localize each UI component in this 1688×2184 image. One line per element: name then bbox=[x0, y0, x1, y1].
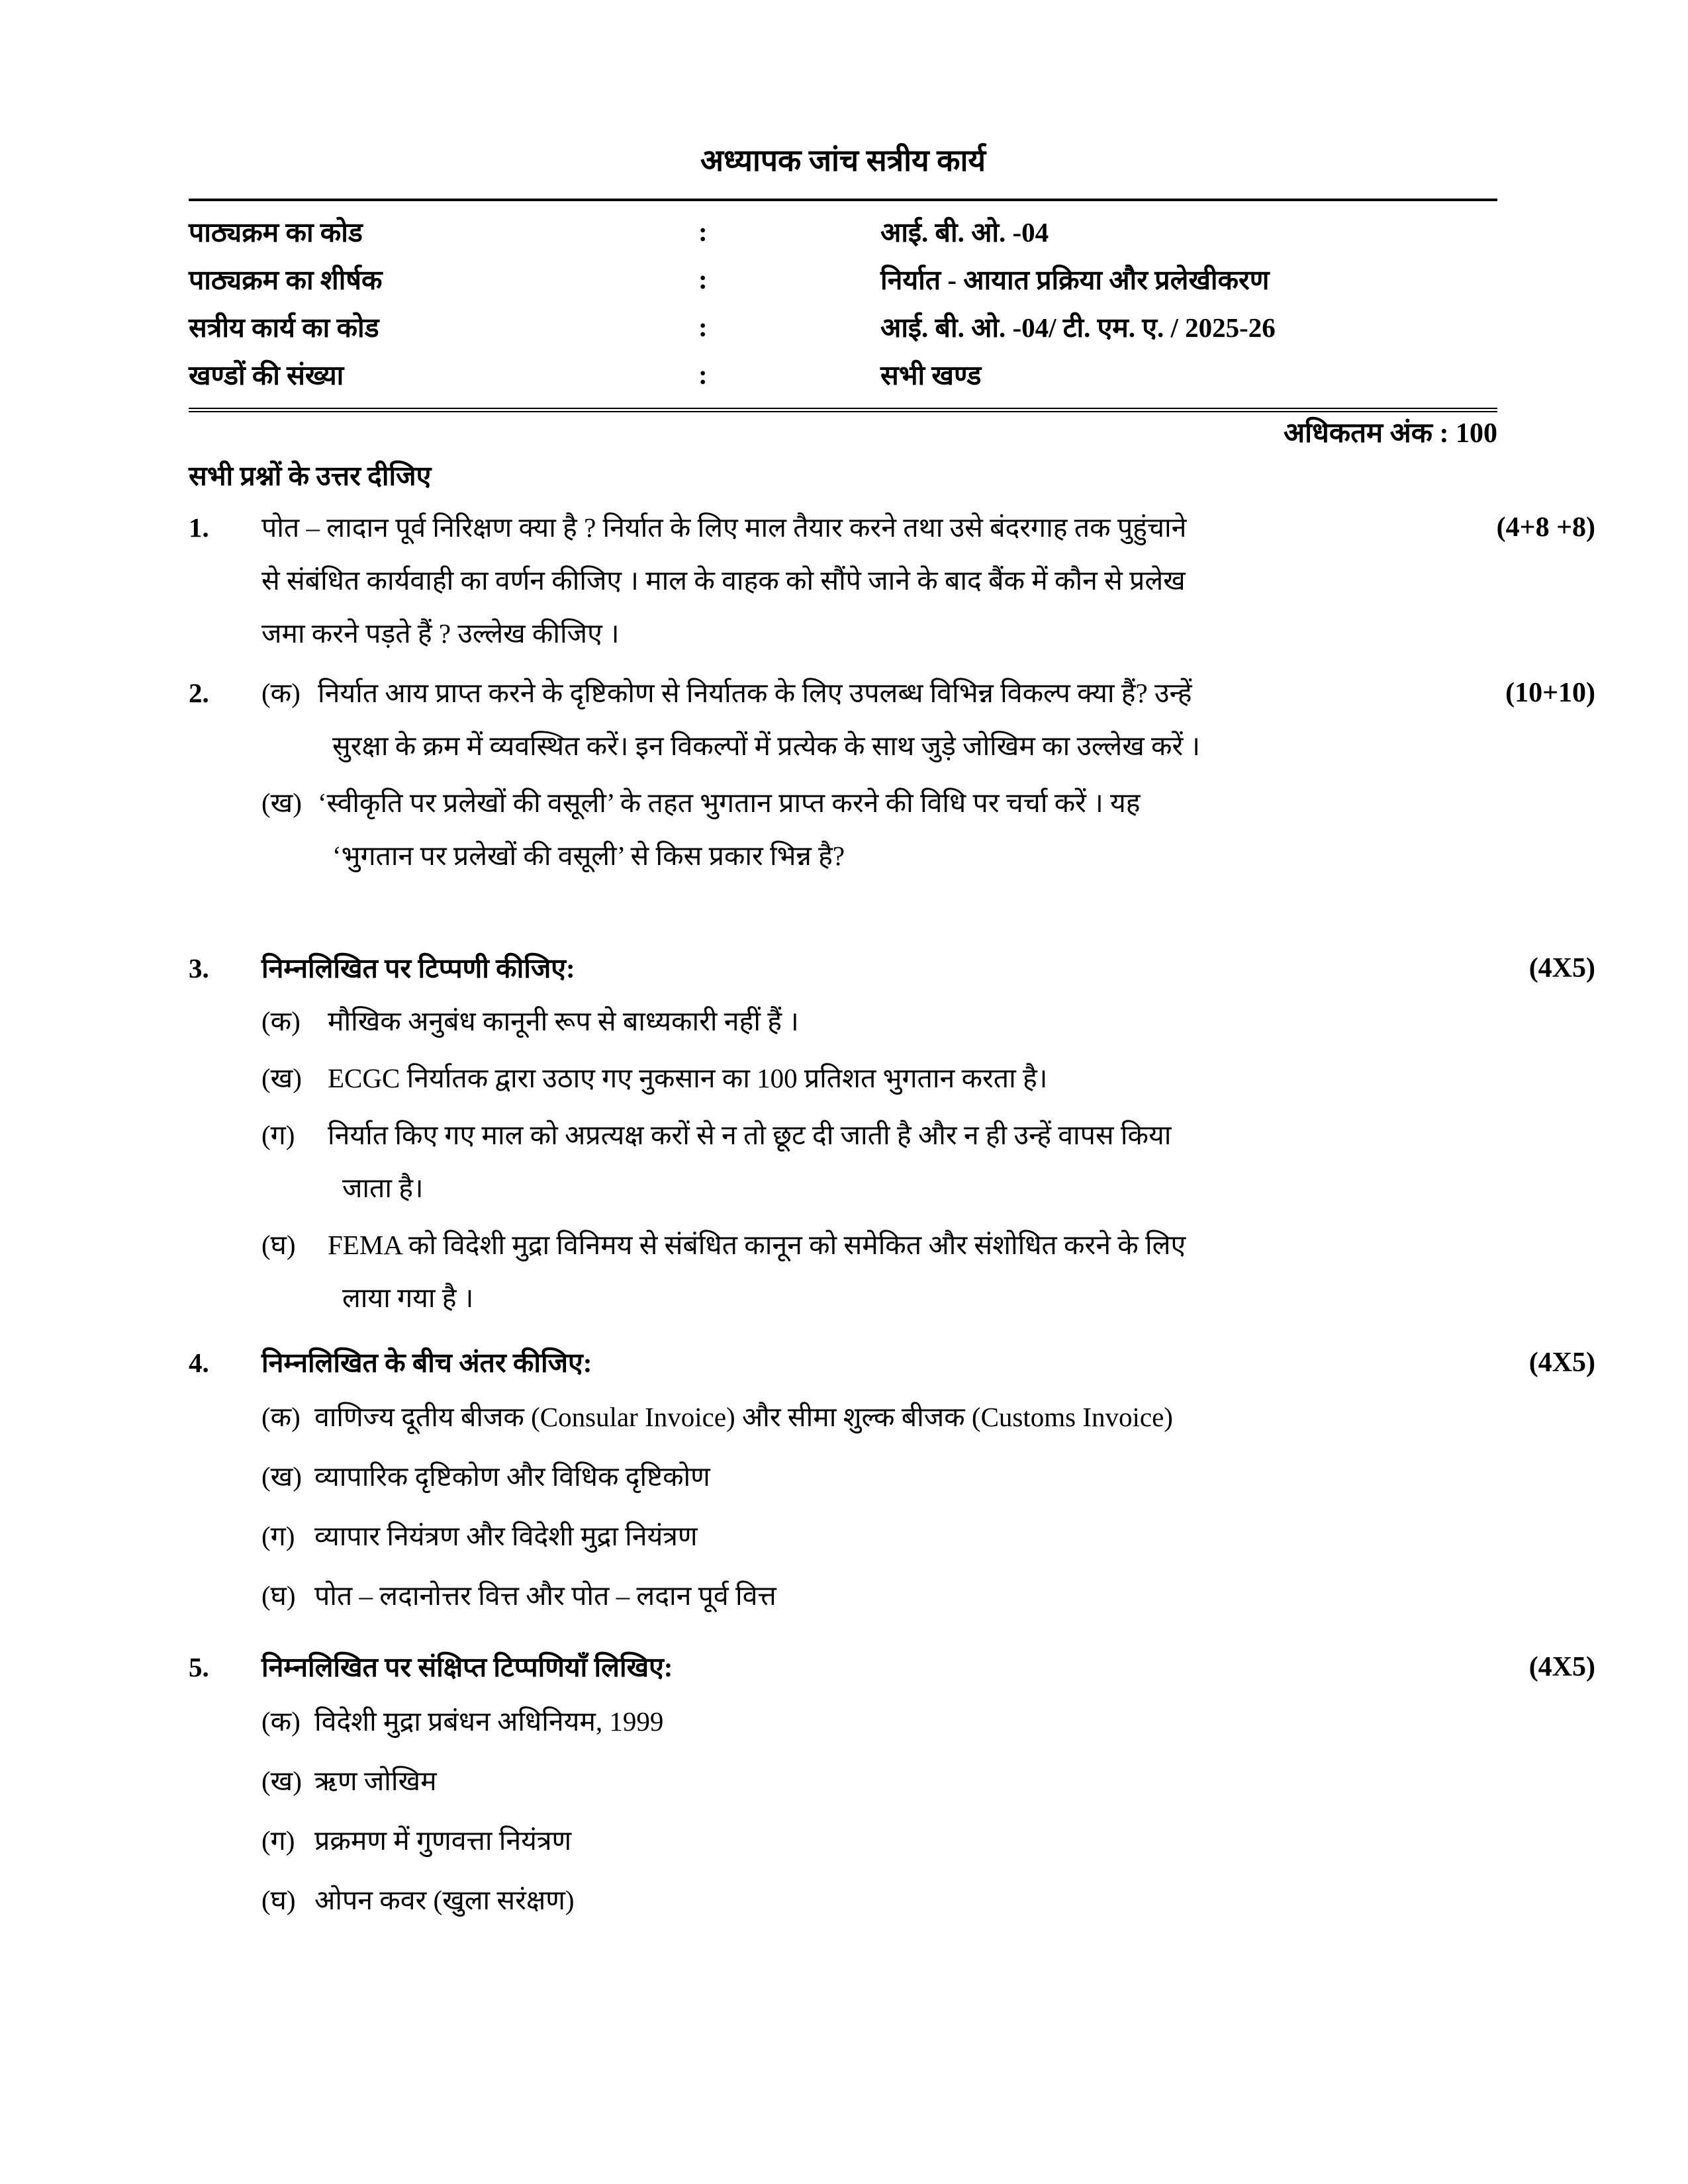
info-value: आई. बी. ओ. -04/ टी. एम. ए. / 2025-26 bbox=[880, 312, 1276, 343]
info-label: सत्रीय कार्य का कोड bbox=[189, 312, 379, 343]
item-label: (ख) bbox=[261, 1461, 302, 1492]
question-line: व्यापारिक दृष्टिकोण और विधिक दृष्टिकोण bbox=[314, 1461, 710, 1492]
item-lines bbox=[328, 1052, 1430, 1105]
item-lines bbox=[318, 776, 1430, 882]
info-row-course-title bbox=[189, 255, 1497, 303]
question-line: ‘भुगतान पर प्रलेखों की वसूली’ से किस प्रकार भिन्न है? bbox=[332, 841, 845, 871]
question-number: 5. bbox=[189, 1652, 209, 1682]
question-body bbox=[261, 666, 1430, 882]
question-body bbox=[261, 1336, 1430, 1623]
info-value: निर्यात - आयात प्रक्रिया और प्रलेखीकरण bbox=[880, 265, 1270, 295]
info-value: आई. बी. ओ. -04 bbox=[880, 217, 1049, 248]
info-colon: : bbox=[698, 359, 708, 390]
sub-question-a bbox=[261, 1694, 1430, 1749]
question-line: मौखिक अनुबंध कानूनी रूप से बाध्यकारी नहीं हैं । bbox=[328, 1006, 799, 1036]
info-row-assignment-code bbox=[189, 303, 1497, 351]
question-number: 3. bbox=[189, 953, 209, 983]
sub-question-b bbox=[261, 1753, 1430, 1809]
item-label: (घ) bbox=[261, 1230, 296, 1260]
question-line: पोत – लदानोत्तर वित्त और पोत – लदान पूर्व वित्त bbox=[314, 1580, 776, 1611]
item-lines bbox=[328, 995, 1430, 1048]
item-lines bbox=[314, 1694, 1430, 1749]
sub-question-b bbox=[261, 776, 1430, 882]
item-lines bbox=[314, 1753, 1430, 1809]
sub-question-c bbox=[261, 1813, 1430, 1868]
question-line: ECGC निर्यातक द्वारा उठाए गए नुकसान का 100 प्रतिशत भुगतान करता है। bbox=[328, 1063, 1048, 1093]
sub-question-c bbox=[261, 1109, 1430, 1214]
question-body bbox=[261, 942, 1430, 1324]
info-label: पाठ्यक्रम का शीर्षक bbox=[189, 265, 383, 295]
item-lines bbox=[314, 1872, 1430, 1928]
question-line: ऋण जोखिम bbox=[314, 1766, 437, 1796]
sub-question-a bbox=[261, 995, 1430, 1048]
question-marks: (4X5) bbox=[1528, 1347, 1595, 1378]
item-label: (क) bbox=[261, 678, 301, 708]
item-lines bbox=[328, 1218, 1430, 1324]
question-line: ओपन कवर (खुला सरंक्षण) bbox=[314, 1885, 575, 1915]
question-5 bbox=[189, 1641, 1595, 1928]
item-lines bbox=[314, 1813, 1430, 1868]
sub-question-a bbox=[261, 1389, 1430, 1445]
question-1 bbox=[189, 501, 1595, 660]
question-marks: (4X5) bbox=[1528, 1652, 1595, 1682]
question-heading: निम्नलिखित पर संक्षिप्त टिप्पणियाँ लिखिए: bbox=[261, 1652, 673, 1682]
item-label: (क) bbox=[261, 1706, 301, 1737]
question-line: ‘स्वीकृति पर प्रलेखों की वसूली’ के तहत भुगतान प्राप्त करने की विधि पर चर्चा करें । यह bbox=[318, 788, 1141, 818]
question-line: निर्यात आय प्राप्त करने के दृष्टिकोण से निर्यातक के लिए उपलब्ध विभिन्न विकल्प क्या हैं? उन्हें bbox=[318, 678, 1192, 708]
info-label: पाठ्यक्रम का कोड bbox=[189, 217, 363, 248]
info-colon: : bbox=[698, 312, 708, 342]
question-number: 2. bbox=[189, 678, 209, 708]
question-number: 4. bbox=[189, 1347, 209, 1378]
question-2 bbox=[189, 666, 1595, 882]
question-line: से संबंधित कार्यवाही का वर्णन कीजिए । माल के वाहक को सौंपे जाने के बाद बैंक में कौन से प्रलेख bbox=[261, 565, 1186, 596]
item-label: (ख) bbox=[261, 788, 302, 818]
item-label: (घ) bbox=[261, 1580, 296, 1611]
item-label: (ग) bbox=[261, 1120, 295, 1150]
sub-question-b bbox=[261, 1449, 1430, 1504]
question-line: जमा करने पड़ते हैं ? उल्लेख कीजिए । bbox=[261, 618, 620, 649]
question-number: 1. bbox=[189, 512, 209, 543]
info-row-blocks-count bbox=[189, 351, 1497, 398]
info-row-course-code bbox=[189, 208, 1497, 255]
question-body bbox=[261, 1641, 1430, 1928]
item-label: (ख) bbox=[261, 1063, 302, 1093]
sub-question-d bbox=[261, 1218, 1430, 1324]
max-marks: अधिकतम अंक : 100 bbox=[1284, 418, 1497, 449]
item-lines bbox=[314, 1508, 1430, 1564]
item-label: (क) bbox=[261, 1006, 301, 1036]
question-4 bbox=[189, 1336, 1595, 1623]
question-line: विदेशी मुद्रा प्रबंधन अधिनियम, 1999 bbox=[314, 1706, 664, 1737]
info-colon: : bbox=[698, 264, 708, 295]
item-lines bbox=[314, 1389, 1430, 1445]
question-line: पोत – लादान पूर्व निरिक्षण क्या है ? निर्यात के लिए माल तैयार करने तथा उसे बंदरगाह तक पुहुंचाने bbox=[261, 512, 1187, 543]
question-marks: (10+10) bbox=[1505, 678, 1595, 708]
sub-question-d bbox=[261, 1872, 1430, 1928]
item-label: (ग) bbox=[261, 1521, 295, 1551]
question-line: जाता है। bbox=[342, 1173, 424, 1203]
item-label: (घ) bbox=[261, 1885, 296, 1915]
instruction: सभी प्रश्नों के उत्तर दीजिए bbox=[189, 461, 432, 491]
question-heading: निम्नलिखित के बीच अंतर कीजिए: bbox=[261, 1347, 592, 1378]
item-lines bbox=[314, 1449, 1430, 1504]
page-title: अध्यापक जांच सत्रीय कार्य bbox=[700, 144, 986, 177]
question-line: लाया गया है । bbox=[342, 1283, 474, 1313]
question-line: प्रक्रमण में गुणवत्ता नियंत्रण bbox=[314, 1825, 572, 1856]
item-lines bbox=[328, 1109, 1430, 1214]
info-value: सभी खण्ड bbox=[880, 360, 982, 390]
sub-question-d bbox=[261, 1568, 1430, 1623]
question-line: FEMA को विदेशी मुद्रा विनिमय से संबंधित कानून को समेकित और संशोधित करने के लिए bbox=[328, 1230, 1186, 1260]
item-label: (ख) bbox=[261, 1766, 302, 1796]
question-line: व्यापार नियंत्रण और विदेशी मुद्रा नियंत्रण bbox=[314, 1521, 698, 1551]
item-lines bbox=[318, 666, 1430, 772]
sub-question-a bbox=[261, 666, 1430, 772]
item-label: (क) bbox=[261, 1402, 301, 1432]
info-label: खण्डों की संख्या bbox=[189, 360, 344, 390]
question-marks: (4X5) bbox=[1528, 953, 1595, 983]
question-line: सुरक्षा के क्रम में व्यवस्थित करें। इन विकल्पों में प्रत्येक के साथ जुड़े जोखिम का उल्लेख करें । bbox=[332, 731, 1201, 761]
question-marks: (4+8 +8) bbox=[1496, 512, 1595, 543]
info-colon: : bbox=[698, 216, 708, 247]
question-line: निर्यात किए गए माल को अप्रत्यक्ष करों से न तो छूट दी जाती है और न ही उन्हें वापस किया bbox=[328, 1120, 1172, 1150]
question-3 bbox=[189, 942, 1595, 1324]
item-label: (ग) bbox=[261, 1825, 295, 1856]
question-body bbox=[261, 501, 1430, 660]
sub-question-b bbox=[261, 1052, 1430, 1105]
question-heading: निम्नलिखित पर टिप्पणी कीजिए: bbox=[261, 953, 575, 983]
question-line: वाणिज्य दूतीय बीजक (Consular Invoice) और सीमा शुल्क बीजक (Customs Invoice) bbox=[314, 1402, 1173, 1432]
course-info-table bbox=[189, 199, 1497, 412]
item-lines bbox=[314, 1568, 1430, 1623]
sub-question-c bbox=[261, 1508, 1430, 1564]
